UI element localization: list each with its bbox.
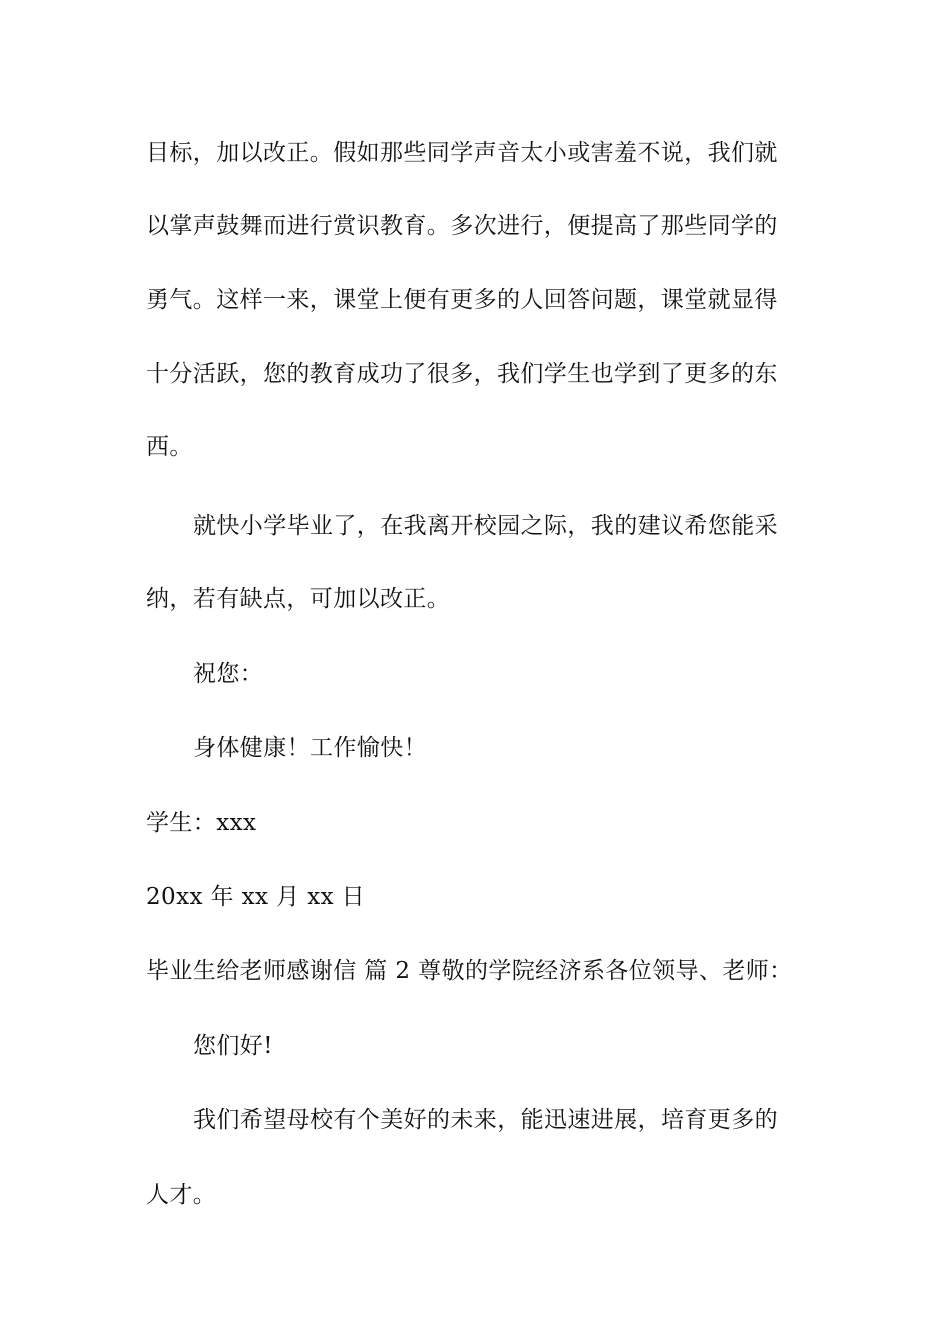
closing-wish: 身体健康！工作愉快！ [193,735,427,761]
closing-greeting: 祝您： [193,661,264,687]
paragraph-line: 十分活跃，您的教育成功了很多，我们学生也学到了更多的东 [146,361,778,387]
paragraph-line: 西。 [146,434,193,460]
paragraph-line: 人才。 [146,1182,217,1208]
salutation: 您们好! [193,1033,273,1059]
paragraph-line: 我们希望母校有个美好的未来，能迅速进展，培育更多的 [193,1107,778,1133]
paragraph-line: 目标，加以改正。假如那些同学声音太小或害羞不说，我们就 [146,140,778,166]
section-heading: 毕业生给老师感谢信 篇 2 尊敬的学院经济系各位领导、老师： [146,958,793,984]
paragraph-line: 就快小学毕业了，在我离开校园之际，我的建议希您能采 [193,513,778,539]
paragraph-line: 勇气。这样一来，课堂上便有更多的人回答问题，课堂就显得 [146,287,778,313]
signature-line: 学生：xxx [146,810,257,836]
date-line: 20xx 年 xx 月 xx 日 [146,884,366,910]
paragraph-line: 以掌声鼓舞而进行赏识教育。多次进行，便提高了那些同学的 [146,213,778,239]
paragraph-line: 纳，若有缺点，可加以改正。 [146,586,451,612]
